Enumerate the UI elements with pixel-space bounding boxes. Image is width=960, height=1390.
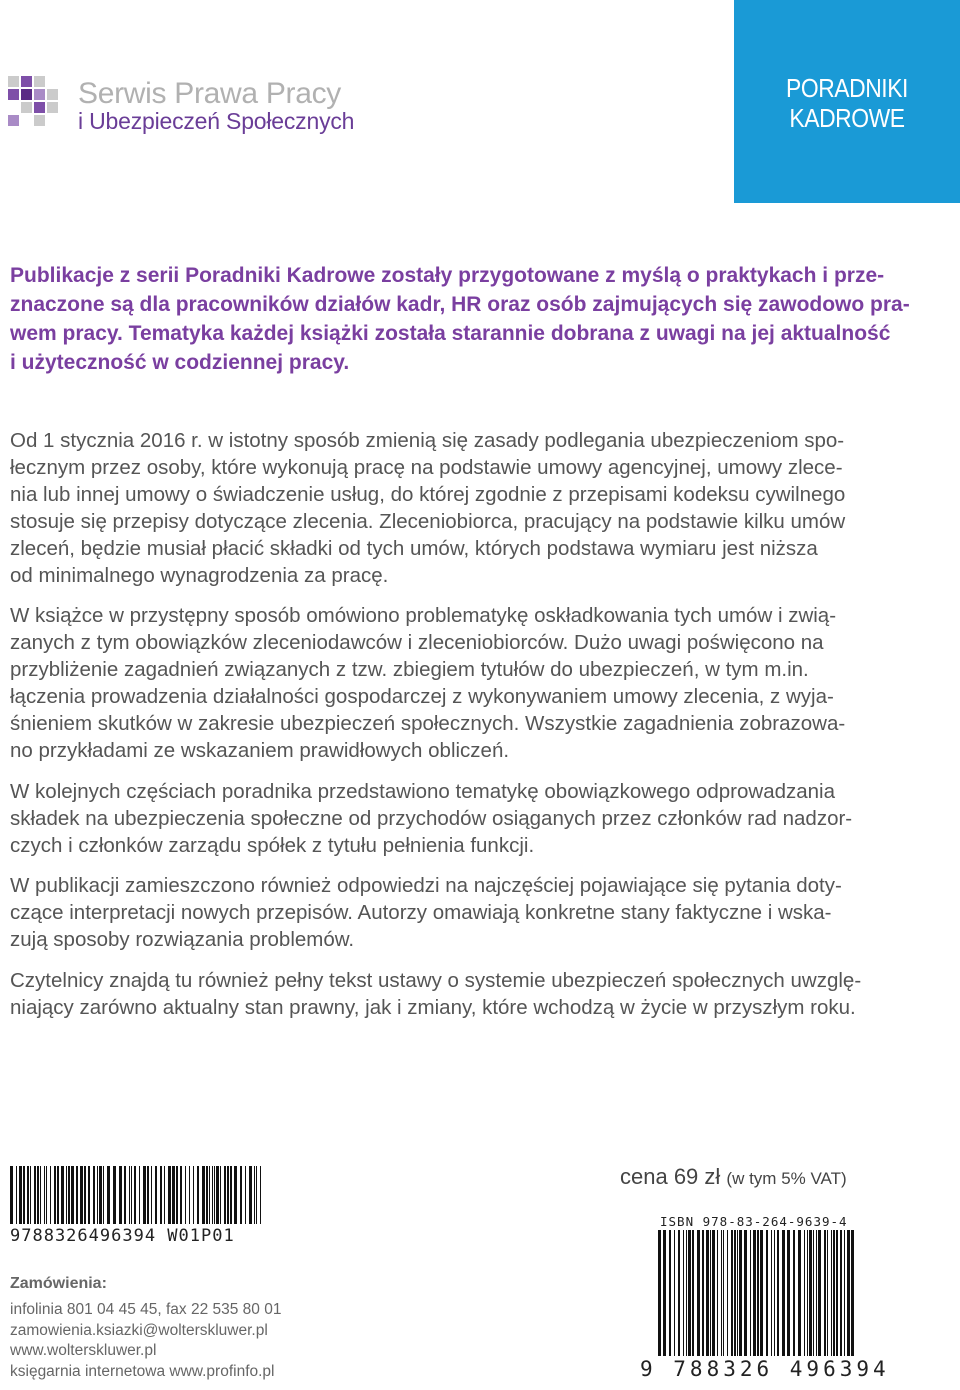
paragraph-2 (10, 602, 880, 764)
paragraph-line: stosuje się przepisy dotyczące zlecenia. Zleceniobiorca, pracujący na podstawie kilku umów (10, 510, 846, 533)
lead-line: wem pracy. Tematyka każdej książki została starannie dobrana z uwagi na jej aktualność (10, 322, 891, 345)
barcode-bar (804, 1230, 805, 1356)
barcode-bar (737, 1230, 738, 1356)
barcode-bar (844, 1230, 845, 1356)
barcode-bar (139, 1166, 140, 1224)
barcode-bar (712, 1230, 715, 1356)
price (620, 1164, 847, 1190)
barcode-bar (254, 1166, 255, 1224)
barcode-bar (683, 1230, 684, 1356)
paragraph-line: nia lub innej umowy o świadczenie usług, do której zgodnie z przepisami kodeksu cywilnego (10, 483, 846, 506)
barcode-bar (734, 1230, 736, 1356)
barcode-bar (76, 1166, 78, 1224)
barcode-bar (727, 1230, 728, 1356)
orders-info (10, 1300, 281, 1382)
paragraph-line: Od 1 stycznia 2016 r. w istotny sposób zmienią się zasady podlegania ubezpieczeniom spo- (10, 429, 845, 452)
barcode-bar (256, 1166, 257, 1224)
barcode-bar (160, 1166, 162, 1224)
barcode-bar (224, 1166, 226, 1224)
barcode-bar (717, 1230, 718, 1356)
barcode-bar (721, 1230, 722, 1356)
barcode-bar (240, 1166, 242, 1224)
paragraph-4 (10, 872, 880, 953)
barcode-bar (777, 1230, 779, 1356)
ean-digits: 9 788326 496394 (640, 1357, 890, 1381)
barcode-bar (202, 1166, 205, 1224)
barcode-bar (840, 1230, 842, 1356)
barcode-bar (143, 1166, 146, 1224)
barcode-bar (706, 1230, 709, 1356)
barcode-bar (710, 1230, 711, 1356)
series-line-1: PORADNIKI (786, 73, 908, 103)
paragraph-line: czące interpretacji nowych przepisów. Autorzy omawiają konkretne stany faktyczne i wska- (10, 901, 832, 924)
barcode-bar (249, 1166, 252, 1224)
barcode-bar (216, 1166, 219, 1224)
orders-bookstore: księgarnia internetowa www.profinfo.pl (10, 1362, 275, 1380)
barcode-bar (833, 1230, 835, 1356)
barcode-bar (172, 1166, 175, 1224)
barcode-bar (44, 1166, 45, 1224)
barcode-bar (131, 1166, 132, 1224)
barcode-bar (818, 1230, 821, 1356)
paragraph-line: no przykładami ze wskazaniem prawidłowych obliczeń. (10, 739, 510, 762)
barcode-bar (230, 1166, 232, 1224)
barcode-bar (827, 1230, 828, 1356)
paragraph-line: śnieniem skutków w zakresie ubezpieczeń społecznych. Wszystkie zagadnienia zobrazowa- (10, 712, 846, 735)
barcode-bar (782, 1230, 785, 1356)
barcode-bar (757, 1230, 759, 1356)
barcode-bar (206, 1166, 208, 1224)
barcode-bar (697, 1230, 700, 1356)
barcode-bar (234, 1166, 237, 1224)
barcode-bar (134, 1166, 136, 1224)
paragraph-line: niający zarówno aktualny stan prawny, jak i zmiany, które wchodzą w życie w przyszłym roku. (10, 996, 856, 1019)
orders-phone: infolinia 801 04 45 45, fax 22 535 80 01 (10, 1301, 282, 1318)
barcode-bar (10, 1166, 13, 1224)
barcode-bar (93, 1166, 95, 1224)
barcode-bar (744, 1230, 747, 1356)
paragraph-line: W kolejnych częściach poradnika przedstawiono tematykę obowiązkowego odprowadzania (10, 780, 836, 803)
publisher-logo (8, 76, 408, 136)
barcode-bar (97, 1166, 98, 1224)
logo-line-2: i Ubezpieczeń Społecznych (78, 108, 355, 134)
isbn-barcode (658, 1230, 854, 1356)
barcode-bar (209, 1166, 210, 1224)
barcode-bar (50, 1166, 51, 1224)
barcode-bar (107, 1166, 110, 1224)
orders-website: www.wolterskluwer.pl (10, 1342, 157, 1359)
barcode-bar (23, 1166, 25, 1224)
barcode-bar (731, 1230, 733, 1356)
barcode-bar (197, 1166, 199, 1224)
barcode-bar (831, 1230, 832, 1356)
barcode-bar (688, 1230, 691, 1356)
barcode-bar (168, 1166, 171, 1224)
paragraph-1 (10, 427, 880, 589)
barcode-bar (84, 1166, 86, 1224)
barcode-bar (34, 1166, 36, 1224)
paragraph-line: W książce w przystępny sposób omówiono problematykę oskładkowania tych umów i zwią- (10, 604, 837, 627)
barcode-bar (46, 1166, 47, 1224)
barcode-bar (658, 1230, 661, 1356)
barcode-left (10, 1166, 262, 1224)
barcode-bar (124, 1166, 126, 1224)
paragraph-line: łączenia prowadzenia działalności gospodarczej z wykonywaniem umowy zlecenia, z wyja- (10, 685, 834, 708)
barcode-bar (189, 1166, 190, 1224)
barcode-bar (68, 1166, 70, 1224)
barcode-bar (30, 1166, 31, 1224)
barcode-bar (193, 1166, 194, 1224)
barcode-bar (813, 1230, 814, 1356)
orders-title: Zamówienia: (10, 1275, 107, 1292)
paragraph-line: Czytelnicy znajdą tu również pełny tekst ustawy o systemie ubezpieczeń społecznych uwzglę- (10, 969, 862, 992)
barcode-bar (40, 1166, 41, 1224)
barcode-bar (19, 1166, 22, 1224)
barcode-bar (37, 1166, 39, 1224)
barcode-bar (164, 1166, 165, 1224)
barcode-bar (245, 1166, 246, 1224)
lead-line: i użyteczność w codziennej pracy. (10, 351, 350, 374)
barcode-bar (71, 1166, 74, 1224)
barcode-bar (702, 1230, 704, 1356)
barcode-bar (816, 1230, 817, 1356)
price-main: cena 69 zł (620, 1164, 721, 1189)
barcode-bar (686, 1230, 687, 1356)
barcode-bar (103, 1166, 104, 1224)
barcode-bar (669, 1230, 671, 1356)
barcode-bar (809, 1230, 812, 1356)
barcode-bar (61, 1166, 64, 1224)
barcode-bar (129, 1166, 130, 1224)
barcode-bar (847, 1230, 850, 1356)
barcode-bar (155, 1166, 157, 1224)
barcode-bar (753, 1230, 756, 1356)
logo-text (78, 78, 354, 133)
barcode-bar (787, 1230, 790, 1356)
paragraph-line: zleceń, będzie musiał płacić składki od tych umów, których podstawa wymiaru jest niższa (10, 537, 818, 560)
barcode-bar (674, 1230, 675, 1356)
series-line-2: KADROWE (789, 103, 905, 133)
barcode-bar (147, 1166, 149, 1224)
barcode-bar (88, 1166, 90, 1224)
barcode-bar (80, 1166, 83, 1224)
barcode-bar (771, 1230, 772, 1356)
barcode-bar (57, 1166, 59, 1224)
paragraph-line: przybliżenie zagadnień związanych z tzw. zbiegiem tytułów do ubezpieczeń, w tym m.in. (10, 658, 809, 681)
lead-line: Publikacje z serii Poradniki Kadrowe zostały przygotowane z myślą o praktykach i prze- (10, 264, 885, 287)
barcode-bar (793, 1230, 795, 1356)
barcode-bar (180, 1166, 182, 1224)
barcode-bar (214, 1166, 215, 1224)
paragraph-line: zują sposoby rozwiązania problemów. (10, 928, 355, 951)
barcode-bar (750, 1230, 751, 1356)
barcode-bar (151, 1166, 152, 1224)
barcode-bar (185, 1166, 186, 1224)
lead-paragraph (10, 261, 910, 377)
price-vat: (w tym 5% VAT) (726, 1169, 847, 1188)
paragraph-line: łecznym przez osoby, które wykonują pracę na podstawie umowy agencyjnej, umowy zlece- (10, 456, 843, 479)
barcode-bar (16, 1166, 17, 1224)
barcode-bar (119, 1166, 122, 1224)
isbn-number: ISBN 978-83-264-9639-4 (660, 1214, 848, 1229)
orders-email: zamowienia.ksiazki@wolterskluwer.pl (10, 1321, 268, 1339)
barcode-bar (723, 1230, 724, 1356)
barcode-bar (824, 1230, 826, 1356)
barcode-bar (739, 1230, 742, 1356)
barcode-bar (227, 1166, 229, 1224)
barcode-bar (66, 1166, 67, 1224)
barcode-bar (692, 1230, 694, 1356)
barcode-bar (113, 1166, 116, 1224)
paragraph-line: składek na ubezpieczenia społeczne od przychodów osiąganych przez członków rad nadzor- (10, 807, 853, 830)
barcode-left-number: 9788326496394 W01P01 (10, 1226, 235, 1246)
barcode-bar (760, 1230, 763, 1356)
paragraph-line: od minimalnego wynagrodzenia za pracę. (10, 564, 389, 587)
barcode-bar (807, 1230, 808, 1356)
paragraph-line: W publikacji zamieszczono również odpowiedzi na najczęściej pojawiające się pytania doty- (10, 874, 842, 897)
barcode-bar (774, 1230, 775, 1356)
barcode-bar (798, 1230, 801, 1356)
barcode-bar (54, 1166, 56, 1224)
barcode-bar (27, 1166, 29, 1224)
barcode-bar (678, 1230, 680, 1356)
paragraph-line: zanych z tym obowiązków zleceniodawców i zleceniobiorców. Dużo uwagi poświęcono na (10, 631, 824, 654)
barcode-bar (851, 1230, 854, 1356)
barcode-bar (220, 1166, 221, 1224)
barcode-bar (260, 1166, 261, 1224)
lead-line: znaczone są dla pracowników działów kadr, HR oraz osób zajmujących się zawodowo pra- (10, 293, 910, 316)
barcode-bar (176, 1166, 178, 1224)
barcode-bar (663, 1230, 666, 1356)
barcode-bar (99, 1166, 102, 1224)
paragraph-5 (10, 967, 880, 1021)
series-box (734, 0, 960, 203)
paragraph-line: czych i członków zarządu spółek z tytułu pełnienia funkcji. (10, 834, 535, 857)
barcode-bar (212, 1166, 213, 1224)
logo-line-1: Serwis Prawa Pracy (78, 77, 342, 110)
paragraph-3 (10, 778, 880, 859)
barcode-bar (836, 1230, 838, 1356)
barcode-bar (766, 1230, 768, 1356)
